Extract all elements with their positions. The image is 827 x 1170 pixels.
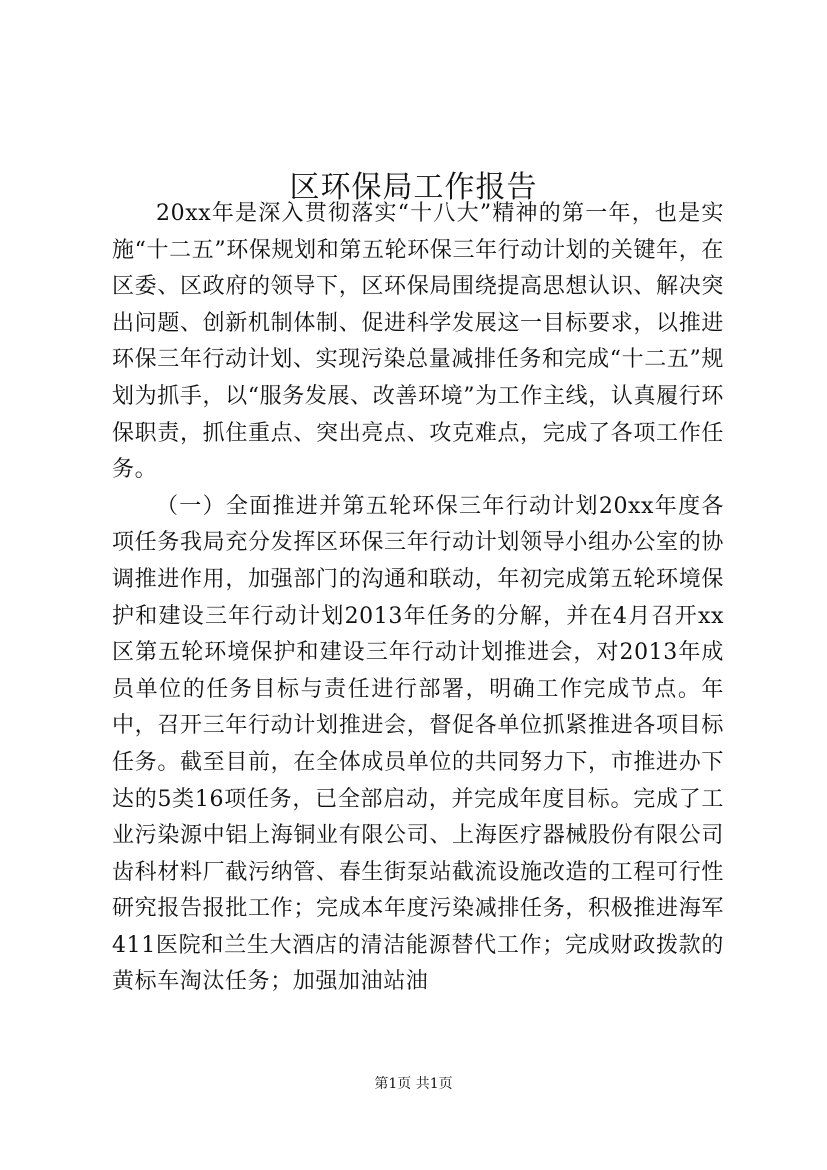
paragraph-section-one: （一）全面推进并第五轮环保三年行动计划20xx年度各项任务我局充分发挥区环保三年行动计划领导小组办公室的协调推进作用，加强部门的沟通和联动，年初完成第五轮环境保护和建设三年行动计划2013年任务的分解，并在4月召开xx区第五轮环境保护和建设三年行动计划推进会，对2013年成员单位的任务目标与责任进行部署，明确工作完成节点。年中，召开三年行动计划推进会，督促各单位抓紧推进各项目标任务。截至目前，在全体成员单位的共同努力下，市推进办下达的5类16项任务，已全部启动，并完成年度目标。完成了工业污染源中铝上海铜业有限公司、上海医疗器械股份有限公司齿科材料厂截污纳管、春生街泵站截流设施改造的工程可行性研究报告报批工作；完成本年度污染减排任务，积极推进海军411医院和兰生大酒店的清洁能源替代工作；完成财政拨款的黄标车淘汰任务；加强加油站油 [112, 493, 724, 995]
document-title: 区环保局工作报告 [289, 170, 538, 206]
document-body [112, 196, 724, 1001]
page-footer: 第1页 共1页 [374, 1076, 453, 1092]
paragraph-intro: 20xx年是深入贯彻落实“十八大”精神的第一年，也是实施“十二五”环保规划和第五轮环保三年行动计划的关键年，在区委、区政府的领导下，区环保局围绕提高思想认识、解决突出问题、创新机制体制、促进科学发展这一目标要求，以推进环保三年行动计划、实现污染总量减排任务和完成“十二五”规划为抓手，以“服务发展、改善环境”为工作主线，认真履行环保职责，抓住重点、突出亮点、攻克难点，完成了各项工作任务。 [112, 201, 724, 483]
